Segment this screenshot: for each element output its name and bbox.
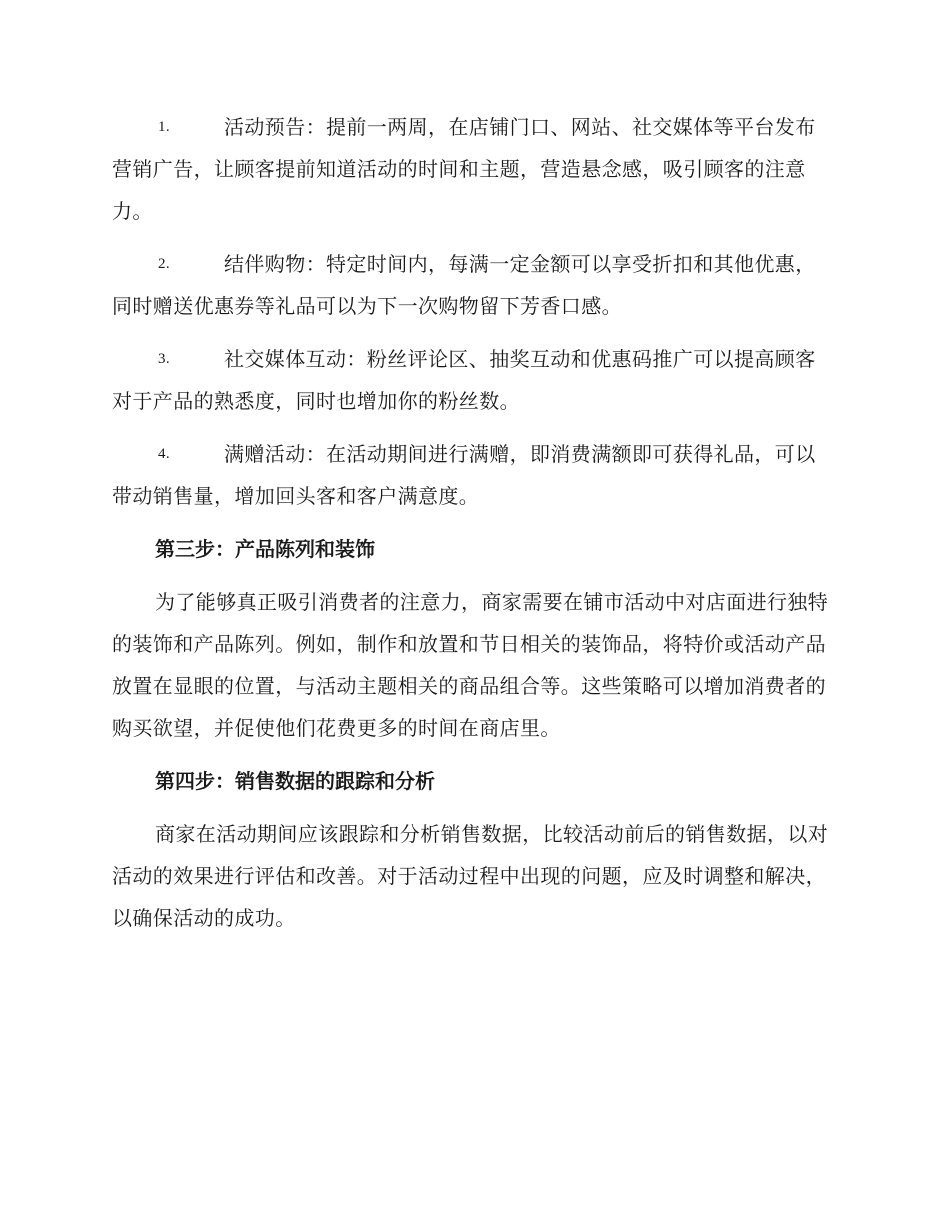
list-item-text: 活动预告：提前一两周，在店铺门口、网站、社交媒体等平台发布营销广告，让顾客提前知道活动的时间和主题，营造悬念感，吸引顾客的注意力。 [112,115,816,223]
list-number: 3. [158,351,171,367]
list-number: 1. [158,119,171,135]
section-paragraph-step4: 商家在活动期间应该跟踪和分析销售数据，比较活动前后的销售数据，以对活动的效果进行评估和改善。对于活动过程中出现的问题，应及时调整和解决，以确保活动的成功。 [112,822,829,930]
list-item [112,243,834,327]
list-number: 2. [158,256,171,272]
document-page [112,106,834,950]
section-paragraph-step3: 为了能够真正吸引消费者的注意力，商家需要在铺市活动中对店面进行独特的装饰和产品陈列。例如，制作和放置和节日相关的装饰品，将特价或活动产品放置在显眼的位置，与活动主题相关的商品组合等。这些策略可以增加消费者的购买欲望，并促使他们花费更多的时间在商店里。 [112,590,829,740]
list-item-text: 满赠活动：在活动期间进行满赠，即消费满额即可获得礼品，可以带动销售量，增加回头客和客户满意度。 [112,442,816,508]
section-heading-step4: 第四步：销售数据的跟踪和分析 [155,769,435,793]
list-item [112,433,834,517]
list-item [112,338,834,422]
list-number: 4. [158,446,171,462]
list-item-text: 结伴购物：特定时间内，每满一定金额可以享受折扣和其他优惠，同时赠送优惠券等礼品可以为下一次购物留下芳香口感。 [112,252,816,318]
section-heading-step3: 第三步：产品陈列和装饰 [155,537,375,561]
list-item [112,106,834,232]
list-item-text: 社交媒体互动：粉丝评论区、抽奖互动和优惠码推广可以提高顾客对于产品的熟悉度，同时也增加你的粉丝数。 [112,347,816,413]
